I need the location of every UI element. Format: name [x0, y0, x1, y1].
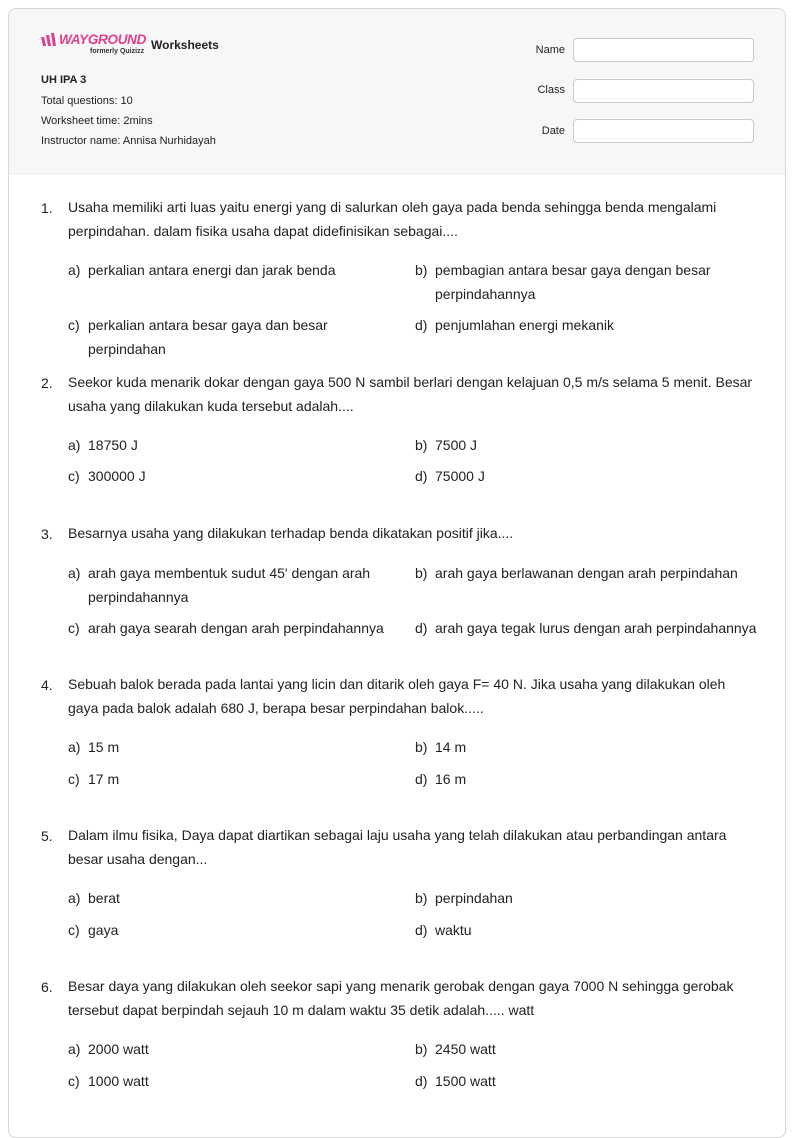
name-field[interactable]: [573, 38, 754, 62]
class-label: Class: [537, 84, 565, 96]
brand-name: WAYGROUND: [59, 32, 147, 47]
question-number: 6.: [41, 979, 53, 995]
question-text: Besar daya yang dilakukan oleh seekor sapi yang menarik gerobak dengan gaya 7000 N sehingga gerobak tersebut dapat berpindah sejauh 10 m dalam waktu 35 detik adalah..... watt: [68, 978, 734, 1018]
total-questions: Total questions: 10: [41, 95, 133, 107]
option-letter: d): [415, 922, 428, 938]
question-text: Usaha memiliki arti luas yaitu energi yang di salurkan oleh gaya pada benda sehingga benda mengalami perpindahan. dalam fisika usaha dapat didefinisikan sebagai....: [68, 199, 717, 239]
question-text: Seekor kuda menarik dokar dengan gaya 500 N sambil berlari dengan kelajuan 0,5 m/s selama 5 menit. Besar usaha yang dilakukan kuda tersebut adalah....: [68, 374, 753, 414]
wayground-logo: [41, 31, 145, 59]
option-letter: b): [415, 1041, 428, 1057]
option-letter: b): [415, 565, 428, 581]
option-text: 2450 watt: [435, 1041, 496, 1057]
option-text: penjumlahan energi mekanik: [435, 317, 614, 333]
option-c[interactable]: [68, 919, 398, 943]
option-letter: d): [415, 1073, 428, 1089]
option-letter: d): [415, 620, 428, 636]
question-number: 3.: [41, 526, 53, 542]
option-letter: c): [68, 1073, 80, 1089]
option-a[interactable]: [68, 259, 398, 283]
question-number: 4.: [41, 677, 53, 693]
option-text: 15 m: [88, 739, 120, 755]
question-text: Dalam ilmu fisika, Daya dapat diartikan sebagai laju usaha yang telah dilakukan atau perbandingan antara besar usaha dengan...: [68, 827, 727, 867]
option-letter: d): [415, 771, 428, 787]
option-letter: d): [415, 317, 428, 333]
option-text: perpindahan: [435, 890, 513, 906]
name-label: Name: [535, 44, 565, 56]
option-letter: c): [68, 922, 80, 938]
date-label: Date: [541, 125, 565, 137]
option-letter: b): [415, 262, 428, 278]
option-text: waktu: [435, 922, 472, 938]
option-text: perkalian antara energi dan jarak benda: [88, 262, 336, 278]
option-letter: c): [68, 317, 80, 333]
worksheet-time: Worksheet time: 2mins: [41, 115, 153, 127]
option-letter: d): [415, 468, 428, 484]
worksheet-title: UH IPA 3: [41, 74, 87, 86]
option-letter: a): [68, 437, 81, 453]
option-d[interactable]: [415, 617, 760, 641]
option-letter: a): [68, 1041, 81, 1057]
option-letter: a): [68, 739, 81, 755]
option-c[interactable]: [68, 617, 398, 641]
option-d[interactable]: [415, 465, 760, 489]
option-b[interactable]: [415, 259, 760, 306]
option-text: arah gaya membentuk sudut 45' dengan arah perpindahannya: [88, 565, 371, 605]
question-number: 1.: [41, 200, 53, 216]
option-letter: b): [415, 739, 428, 755]
question-number: 2.: [41, 375, 53, 391]
option-a[interactable]: [68, 887, 398, 911]
option-text: 2000 watt: [88, 1041, 149, 1057]
option-d[interactable]: [415, 314, 760, 338]
brand-title: Worksheets: [151, 38, 219, 52]
option-d[interactable]: [415, 919, 760, 943]
option-text: pembagian antara besar gaya dengan besar perpindahannya: [435, 262, 711, 302]
option-text: 300000 J: [88, 468, 146, 484]
option-c[interactable]: [68, 768, 398, 792]
option-b[interactable]: [415, 434, 760, 458]
class-field[interactable]: [573, 79, 754, 103]
option-c[interactable]: [68, 465, 398, 489]
worksheet-header: [9, 9, 785, 174]
option-text: arah gaya tegak lurus dengan arah perpindahannya: [435, 620, 757, 636]
option-a[interactable]: [68, 736, 398, 760]
option-text: perkalian antara besar gaya dan besar perpindahan: [88, 317, 328, 357]
option-letter: c): [68, 468, 80, 484]
question-number: 5.: [41, 828, 53, 844]
wayground-mark-icon: [41, 33, 59, 47]
option-d[interactable]: [415, 1070, 760, 1094]
option-text: berat: [88, 890, 120, 906]
question-text: Sebuah balok berada pada lantai yang licin dan ditarik oleh gaya F= 40 N. Jika usaha yang dilakukan oleh gaya pada balok adalah 680 J, berapa besar perpindahan balok.....: [68, 676, 726, 716]
brand-subtitle: formerly Quizizz: [90, 48, 145, 55]
option-text: 7500 J: [435, 437, 478, 453]
option-c[interactable]: [68, 314, 398, 361]
option-letter: b): [415, 890, 428, 906]
option-a[interactable]: [68, 434, 398, 458]
option-b[interactable]: [415, 562, 760, 586]
worksheet-page: [8, 8, 786, 1138]
question-text: Besarnya usaha yang dilakukan terhadap benda dikatakan positif jika....: [68, 525, 514, 541]
option-letter: c): [68, 620, 80, 636]
option-c[interactable]: [68, 1070, 398, 1094]
option-text: arah gaya berlawanan dengan arah perpindahan: [435, 565, 738, 581]
option-d[interactable]: [415, 768, 760, 792]
option-a[interactable]: [68, 562, 398, 609]
option-text: 17 m: [88, 771, 120, 787]
option-a[interactable]: [68, 1038, 398, 1062]
option-b[interactable]: [415, 736, 760, 760]
option-letter: a): [68, 890, 81, 906]
option-text: 75000 J: [435, 468, 485, 484]
option-b[interactable]: [415, 1038, 760, 1062]
instructor-name: Instructor name: Annisa Nurhidayah: [41, 135, 216, 147]
option-text: gaya: [88, 922, 119, 938]
option-letter: c): [68, 771, 80, 787]
option-text: 1500 watt: [435, 1073, 496, 1089]
option-text: 18750 J: [88, 437, 138, 453]
option-text: 14 m: [435, 739, 467, 755]
option-text: 16 m: [435, 771, 467, 787]
option-text: arah gaya searah dengan arah perpindahannya: [88, 620, 384, 636]
option-letter: a): [68, 262, 81, 278]
option-letter: b): [415, 437, 428, 453]
option-b[interactable]: [415, 887, 760, 911]
date-field[interactable]: [573, 119, 754, 143]
option-text: 1000 watt: [88, 1073, 149, 1089]
option-letter: a): [68, 565, 81, 581]
